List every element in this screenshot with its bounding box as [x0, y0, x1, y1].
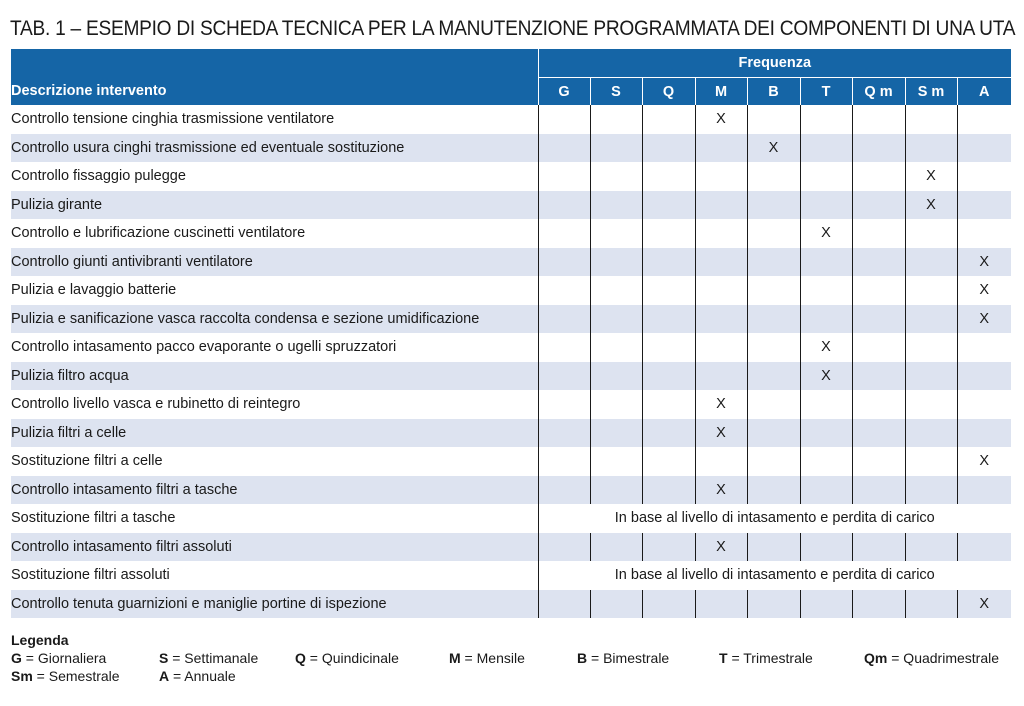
frequency-cell: [747, 305, 800, 334]
frequency-cell: [642, 476, 695, 505]
frequency-cell: [852, 390, 905, 419]
frequency-cell: [538, 105, 590, 134]
frequency-cell: [695, 219, 747, 248]
table-row: [11, 305, 1011, 334]
legend-item: [864, 650, 999, 666]
row-description: Controllo fissaggio pulegge: [11, 162, 538, 191]
frequency-cell: [747, 362, 800, 391]
frequency-cell: [747, 105, 800, 134]
frequency-cell: [852, 590, 905, 619]
legend-item: [577, 650, 669, 666]
column-header: S: [590, 78, 642, 106]
legend-label: = Giornaliera: [21, 650, 107, 666]
frequency-cell: [538, 476, 590, 505]
frequency-cell: [538, 162, 590, 191]
frequency-cell: [538, 248, 590, 277]
frequency-mark: X: [905, 162, 957, 191]
column-header: G: [538, 78, 590, 106]
frequency-cell: [905, 305, 957, 334]
frequency-cell: [957, 476, 1011, 505]
frequency-mark: X: [747, 134, 800, 163]
frequency-cell: [590, 390, 642, 419]
row-note: In base al livello di intasamento e perdita di carico: [538, 504, 1011, 533]
frequency-cell: [747, 590, 800, 619]
maintenance-table: [11, 49, 1011, 618]
frequency-cell: [590, 533, 642, 562]
legend-row: [11, 650, 1016, 668]
frequency-mark: X: [905, 191, 957, 220]
frequency-cell: [642, 276, 695, 305]
frequency-cell: [590, 191, 642, 220]
frequency-cell: [800, 390, 852, 419]
table-row: [11, 219, 1011, 248]
frequency-cell: [747, 533, 800, 562]
frequency-cell: [590, 362, 642, 391]
frequency-cell: [590, 590, 642, 619]
frequency-cell: [590, 162, 642, 191]
frequency-cell: [800, 590, 852, 619]
frequency-cell: [957, 191, 1011, 220]
legend-code: Qm: [864, 650, 888, 666]
table-row: [11, 447, 1011, 476]
frequency-cell: [642, 333, 695, 362]
frequency-cell: [852, 134, 905, 163]
frequency-mark: X: [800, 333, 852, 362]
legend-label: = Bimestrale: [587, 650, 670, 666]
frequency-cell: [800, 248, 852, 277]
table-row: [11, 476, 1011, 505]
frequency-mark: X: [695, 419, 747, 448]
frequency-cell: [538, 305, 590, 334]
column-header: T: [800, 78, 852, 106]
frequency-cell: [905, 219, 957, 248]
frequency-cell: [852, 248, 905, 277]
frequency-header: Frequenza: [538, 49, 1011, 78]
legend-label: = Quindicinale: [305, 650, 399, 666]
row-description: Controllo intasamento filtri assoluti: [11, 533, 538, 562]
frequency-cell: [538, 419, 590, 448]
frequency-cell: [905, 105, 957, 134]
frequency-mark: X: [957, 248, 1011, 277]
frequency-cell: [852, 419, 905, 448]
frequency-header-row: [11, 49, 1011, 78]
frequency-cell: [800, 533, 852, 562]
frequency-cell: [747, 191, 800, 220]
table-row: [11, 134, 1011, 163]
legend-code: B: [577, 650, 588, 666]
table-body: [11, 105, 1011, 618]
table-title: TAB. 1 – ESEMPIO DI SCHEDA TECNICA PER LA MANUTENZIONE PROGRAMMATA DEI COMPONENTI DI UNA UTA: [10, 16, 1016, 40]
frequency-cell: [747, 276, 800, 305]
frequency-cell: [538, 390, 590, 419]
frequency-cell: [642, 248, 695, 277]
frequency-cell: [905, 419, 957, 448]
row-description: Controllo intasamento filtri a tasche: [11, 476, 538, 505]
frequency-cell: [905, 248, 957, 277]
frequency-cell: [538, 219, 590, 248]
frequency-cell: [957, 390, 1011, 419]
frequency-cell: [747, 162, 800, 191]
legend-code: M: [449, 650, 461, 666]
frequency-cell: [800, 476, 852, 505]
frequency-cell: [695, 305, 747, 334]
legend-label: = Annuale: [169, 668, 236, 684]
table-row: [11, 248, 1011, 277]
table-row: [11, 362, 1011, 391]
frequency-cell: [642, 134, 695, 163]
frequency-cell: [747, 447, 800, 476]
frequency-cell: [695, 191, 747, 220]
column-header: S m: [905, 78, 957, 106]
row-description: Controllo usura cinghi trasmissione ed eventuale sostituzione: [11, 134, 538, 163]
frequency-cell: [905, 134, 957, 163]
frequency-cell: [642, 191, 695, 220]
table-row: [11, 561, 1011, 590]
frequency-cell: [590, 305, 642, 334]
frequency-cell: [590, 248, 642, 277]
frequency-mark: X: [695, 476, 747, 505]
frequency-cell: [642, 305, 695, 334]
frequency-cell: [800, 162, 852, 191]
row-description: Controllo livello vasca e rubinetto di reintegro: [11, 390, 538, 419]
row-note: In base al livello di intasamento e perdita di carico: [538, 561, 1011, 590]
frequency-cell: [852, 447, 905, 476]
frequency-cell: [695, 162, 747, 191]
frequency-cell: [957, 134, 1011, 163]
frequency-cell: [905, 333, 957, 362]
frequency-cell: [852, 276, 905, 305]
frequency-cell: [538, 590, 590, 619]
frequency-cell: [852, 333, 905, 362]
frequency-mark: X: [695, 533, 747, 562]
column-header: A: [957, 78, 1011, 106]
frequency-cell: [538, 333, 590, 362]
legend-code: T: [719, 650, 728, 666]
frequency-cell: [800, 134, 852, 163]
table-row: [11, 276, 1011, 305]
frequency-cell: [695, 333, 747, 362]
frequency-cell: [642, 533, 695, 562]
frequency-cell: [800, 105, 852, 134]
frequency-cell: [800, 276, 852, 305]
frequency-cell: [905, 447, 957, 476]
frequency-cell: [747, 419, 800, 448]
frequency-mark: X: [957, 447, 1011, 476]
frequency-cell: [642, 590, 695, 619]
frequency-cell: [852, 362, 905, 391]
legend-label: = Trimestrale: [727, 650, 813, 666]
frequency-mark: X: [695, 390, 747, 419]
frequency-cell: [642, 362, 695, 391]
frequency-cell: [957, 105, 1011, 134]
legend-item: [295, 650, 399, 666]
header-blank: [11, 49, 538, 78]
frequency-cell: [957, 362, 1011, 391]
frequency-cell: [642, 219, 695, 248]
frequency-cell: [852, 219, 905, 248]
frequency-mark: X: [695, 105, 747, 134]
frequency-cell: [747, 219, 800, 248]
legend-code: A: [159, 668, 170, 684]
frequency-mark: X: [957, 276, 1011, 305]
frequency-cell: [538, 362, 590, 391]
frequency-cell: [957, 219, 1011, 248]
table-row: [11, 504, 1011, 533]
frequency-cell: [800, 305, 852, 334]
frequency-cell: [590, 333, 642, 362]
legend-label: = Semestrale: [32, 668, 120, 684]
table-row: [11, 390, 1011, 419]
table-row: [11, 191, 1011, 220]
row-description: Controllo tensione cinghia trasmissione ventilatore: [11, 105, 538, 134]
legend-item: [449, 650, 525, 666]
row-description: Controllo e lubrificazione cuscinetti ventilatore: [11, 219, 538, 248]
frequency-cell: [800, 447, 852, 476]
frequency-cell: [590, 476, 642, 505]
frequency-cell: [590, 276, 642, 305]
column-header: M: [695, 78, 747, 106]
legend-label: = Settimanale: [168, 650, 259, 666]
row-description: Controllo intasamento pacco evaporante o ugelli spruzzatori: [11, 333, 538, 362]
frequency-cell: [852, 105, 905, 134]
frequency-cell: [747, 333, 800, 362]
frequency-cell: [905, 390, 957, 419]
frequency-mark: X: [957, 305, 1011, 334]
frequency-cell: [747, 476, 800, 505]
column-header: Q m: [852, 78, 905, 106]
row-description: Sostituzione filtri assoluti: [11, 561, 538, 590]
row-description: Pulizia girante: [11, 191, 538, 220]
frequency-cell: [642, 390, 695, 419]
frequency-cell: [747, 390, 800, 419]
frequency-cell: [695, 248, 747, 277]
description-header: Descrizione intervento: [11, 78, 538, 106]
legend-item: [719, 650, 813, 666]
frequency-cell: [695, 590, 747, 619]
frequency-cell: [800, 419, 852, 448]
table-row: [11, 333, 1011, 362]
frequency-cell: [695, 134, 747, 163]
legend: [11, 632, 1016, 686]
legend-row: [11, 668, 1016, 686]
frequency-cell: [538, 191, 590, 220]
frequency-cell: [852, 305, 905, 334]
frequency-cell: [852, 476, 905, 505]
column-header: B: [747, 78, 800, 106]
frequency-mark: X: [957, 590, 1011, 619]
frequency-cell: [538, 447, 590, 476]
frequency-cell: [957, 533, 1011, 562]
legend-code: Sm: [11, 668, 33, 684]
frequency-cell: [590, 219, 642, 248]
column-header-row: [11, 78, 1011, 106]
frequency-cell: [905, 362, 957, 391]
legend-code: Q: [295, 650, 306, 666]
frequency-cell: [590, 105, 642, 134]
frequency-cell: [538, 276, 590, 305]
legend-code: G: [11, 650, 22, 666]
row-description: Controllo tenuta guarnizioni e maniglie portine di ispezione: [11, 590, 538, 619]
row-description: Sostituzione filtri a celle: [11, 447, 538, 476]
legend-title: Legenda: [11, 632, 69, 648]
table-row: [11, 590, 1011, 619]
table-row: [11, 162, 1011, 191]
frequency-cell: [905, 590, 957, 619]
frequency-cell: [695, 276, 747, 305]
frequency-cell: [590, 419, 642, 448]
frequency-cell: [695, 362, 747, 391]
frequency-cell: [642, 447, 695, 476]
legend-item: [11, 668, 120, 684]
frequency-cell: [695, 447, 747, 476]
frequency-cell: [852, 533, 905, 562]
frequency-cell: [957, 333, 1011, 362]
frequency-cell: [905, 276, 957, 305]
row-description: Pulizia filtri a celle: [11, 419, 538, 448]
column-header: Q: [642, 78, 695, 106]
row-description: Pulizia filtro acqua: [11, 362, 538, 391]
legend-item: [159, 668, 236, 684]
frequency-cell: [905, 476, 957, 505]
frequency-cell: [852, 162, 905, 191]
frequency-cell: [590, 447, 642, 476]
frequency-mark: X: [800, 362, 852, 391]
row-description: Pulizia e sanificazione vasca raccolta condensa e sezione umidificazione: [11, 305, 538, 334]
table-row: [11, 419, 1011, 448]
frequency-cell: [957, 419, 1011, 448]
frequency-cell: [590, 134, 642, 163]
table-row: [11, 105, 1011, 134]
frequency-cell: [642, 162, 695, 191]
frequency-cell: [747, 248, 800, 277]
frequency-cell: [957, 162, 1011, 191]
legend-label: = Mensile: [460, 650, 525, 666]
frequency-cell: [800, 191, 852, 220]
legend-code: S: [159, 650, 169, 666]
frequency-cell: [905, 533, 957, 562]
frequency-cell: [852, 191, 905, 220]
row-description: Pulizia e lavaggio batterie: [11, 276, 538, 305]
frequency-cell: [642, 419, 695, 448]
frequency-cell: [538, 134, 590, 163]
legend-item: [11, 650, 106, 666]
row-description: Sostituzione filtri a tasche: [11, 504, 538, 533]
legend-item: [159, 650, 258, 666]
legend-label: = Quadrimestrale: [887, 650, 1000, 666]
table-row: [11, 533, 1011, 562]
row-description: Controllo giunti antivibranti ventilatore: [11, 248, 538, 277]
frequency-cell: [642, 105, 695, 134]
frequency-mark: X: [800, 219, 852, 248]
frequency-cell: [538, 533, 590, 562]
